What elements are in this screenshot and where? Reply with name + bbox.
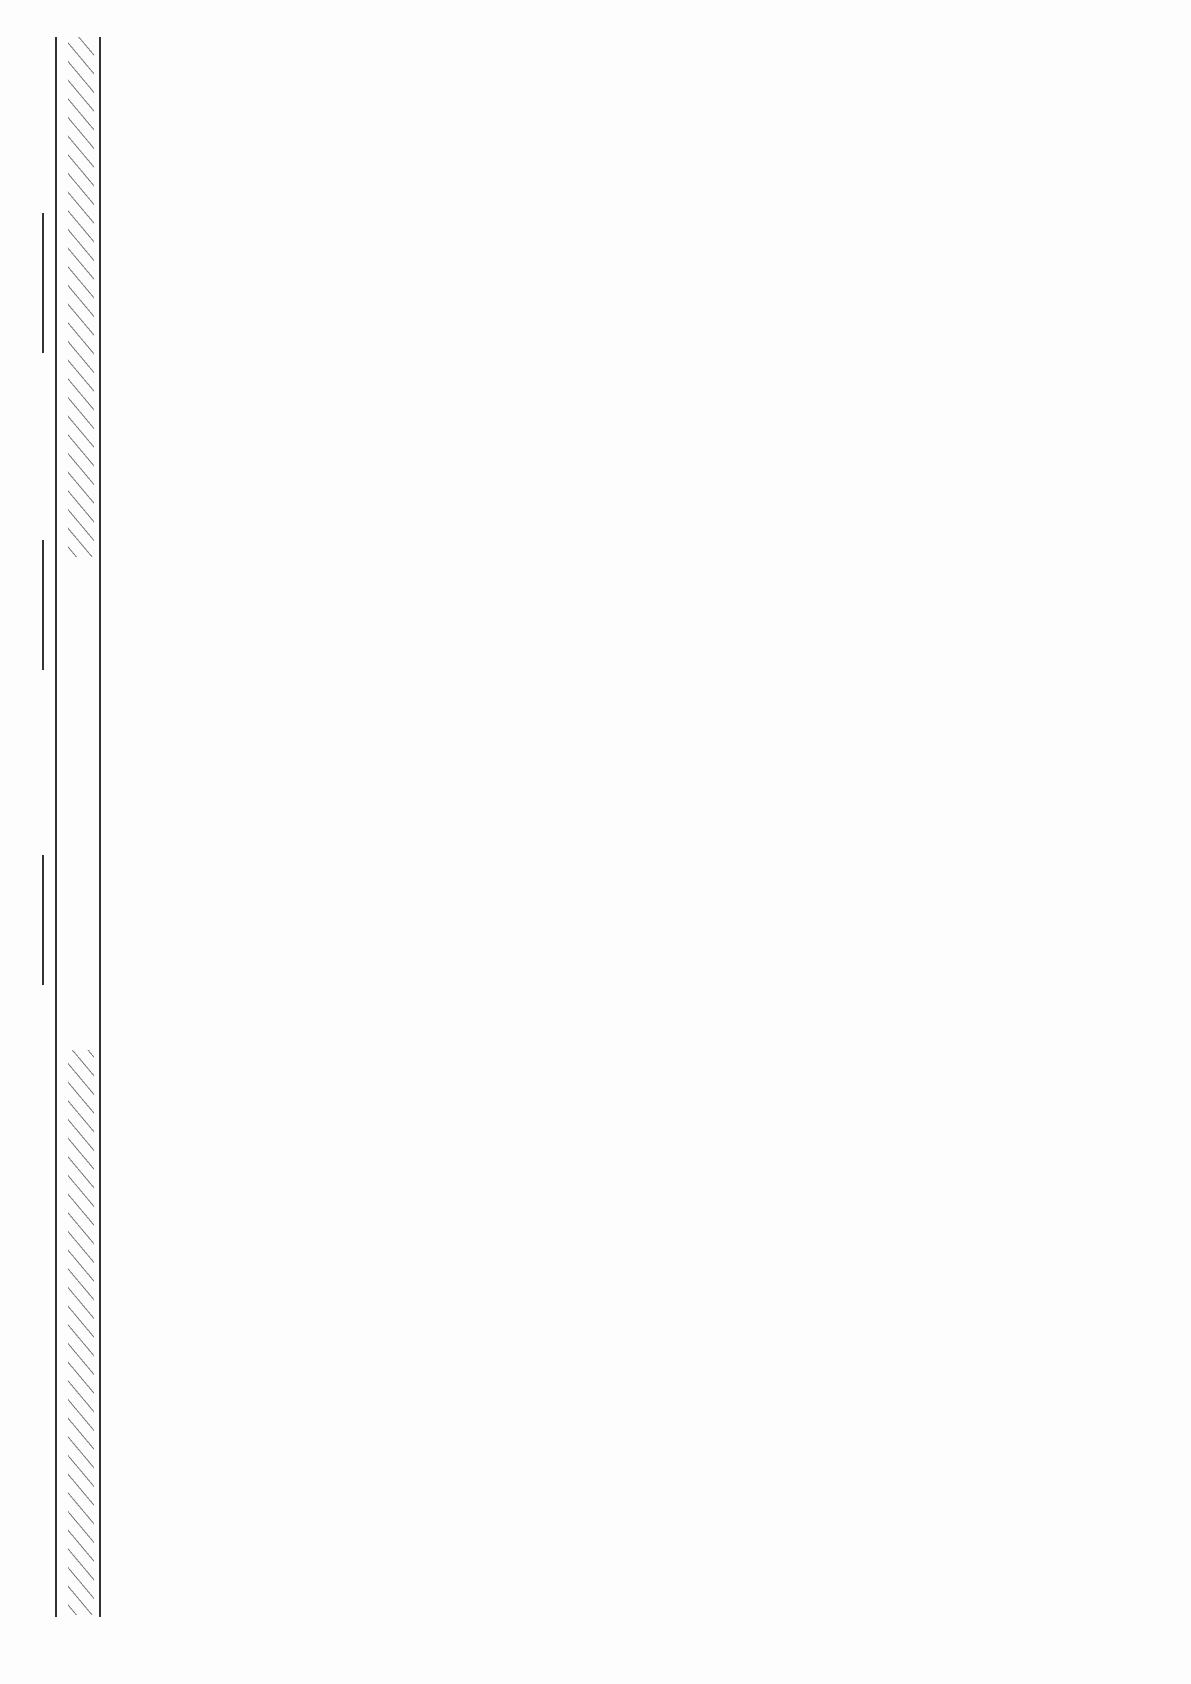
name-line[interactable] [42,540,44,670]
binding-line-outer [55,37,57,1617]
hatch-top [68,37,94,557]
binding-line-inner [99,37,101,1617]
class-line[interactable] [42,855,44,985]
hatch-bottom [68,1050,94,1615]
student-id-line[interactable] [42,213,44,353]
